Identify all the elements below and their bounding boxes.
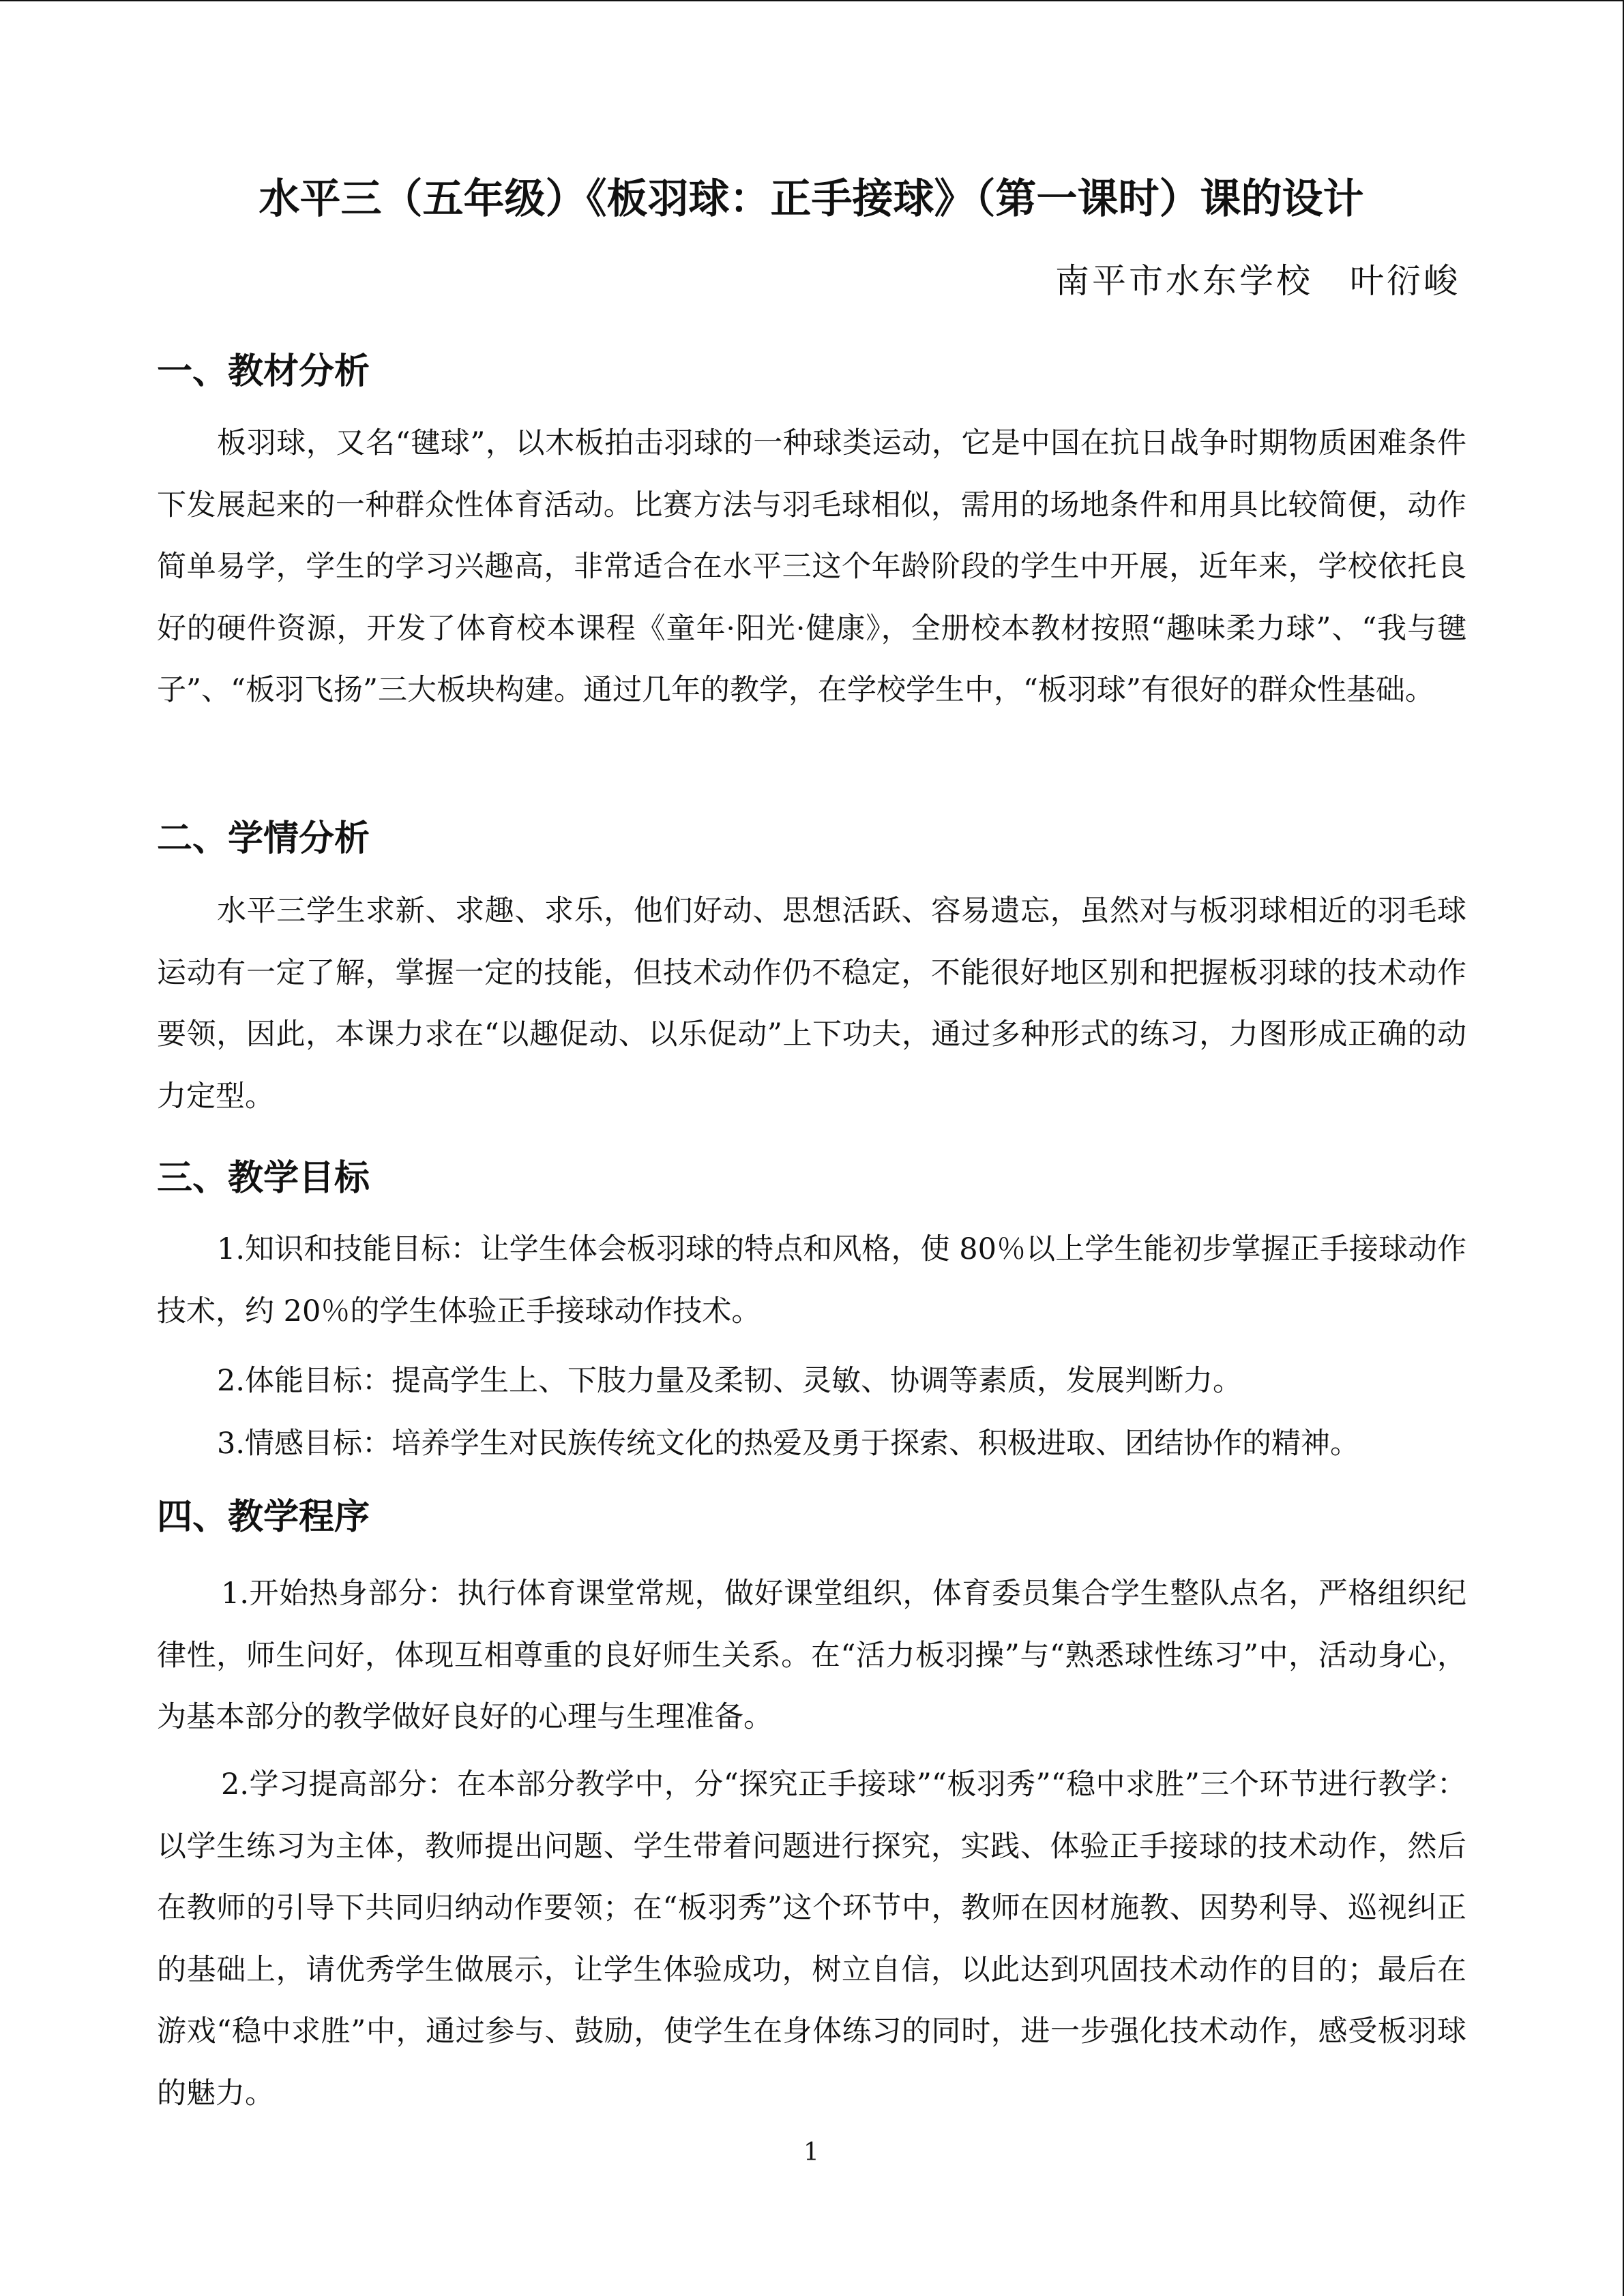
section-heading-students: 二、学情分析 [157, 818, 370, 859]
page-number: 1 [803, 2138, 819, 2166]
section-paragraph: 2.学习提高部分：在本部分教学中，分“探究正手接球”“板羽秀”“稳中求胜”三个环节进行教学：以学生练习为主体，教师提出问题、学生带着问题进行探究，实践、体验正手接球的技术动作，然后在教师的引导下共同归纳动作要领；在“板羽秀”这个环节中，教师在因材施教、因势利导、巡视纠正的基础上，请优秀学生做展示，让学生体验成功，树立自信，以此达到巩固技术动作的目的；最后在游戏“稳中求胜”中，通过参与、鼓励，使学生在身体练习的同时，进一步强化技术动作，感受板羽球的魅力。 [157, 1768, 1466, 2111]
section-paragraph: 3.情感目标：培养学生对民族传统文化的热爱及勇于探索、积极进取、团结协作的精神。 [217, 1427, 1360, 1461]
document-title: 水平三（五年级）《板羽球：正手接球》（第一课时）课的设计 [259, 175, 1364, 223]
section-paragraph: 板羽球，又名“毽球”，以木板拍击羽球的一种球类运动，它是中国在抗日战争时期物质困难条件下发展起来的一种群众性体育活动。比赛方法与羽毛球相似，需用的场地条件和用具比较简便，动作简单易学，学生的学习兴趣高，非常适合在水平三这个年龄阶段的学生中开展，近年来，学校依托良好的硬件资源，开发了体育校本课程《童年·阳光·健康》，全册校本教材按照“趣味柔力球”、“我与毽子”、“板羽飞扬”三大板块构建。通过几年的教学，在学校学生中，“板羽球”有很好的群众性基础。 [157, 426, 1466, 707]
section-heading-materials: 一、教材分析 [157, 351, 370, 392]
section-paragraph: 水平三学生求新、求趣、求乐，他们好动、思想活跃、容易遗忘，虽然对与板羽球相近的羽毛球运动有一定了解，掌握一定的技能，但技术动作仍不稳定，不能很好地区别和把握板羽球的技术动作要领，因此，本课力求在“以趣促动、以乐促动”上下功夫，通过多种形式的练习，力图形成正确的动力定型。 [157, 894, 1466, 1114]
section-paragraph: 2.体能目标：提高学生上、下肢力量及柔韧、灵敏、协调等素质，发展判断力。 [217, 1364, 1243, 1398]
section-paragraph: 1.知识和技能目标：让学生体会板羽球的特点和风格，使 80％以上学生能初步掌握正手接球动作技术，约 20％的学生体验正手接球动作技术。 [157, 1232, 1466, 1328]
author-line: 南平市水东学校 叶衍峻 [1055, 261, 1460, 301]
section-paragraph: 1.开始热身部分：执行体育课堂常规，做好课堂组织，体育委员集合学生整队点名，严格组织纪律性，师生问好，体现互相尊重的良好师生关系。在“活力板羽操”与“熟悉球性练习”中，活动身心，为基本部分的教学做好良好的心理与生理准备。 [157, 1577, 1466, 1734]
section-heading-objectives: 三、教学目标 [157, 1157, 370, 1199]
section-heading-procedure: 四、教学程序 [157, 1496, 370, 1538]
